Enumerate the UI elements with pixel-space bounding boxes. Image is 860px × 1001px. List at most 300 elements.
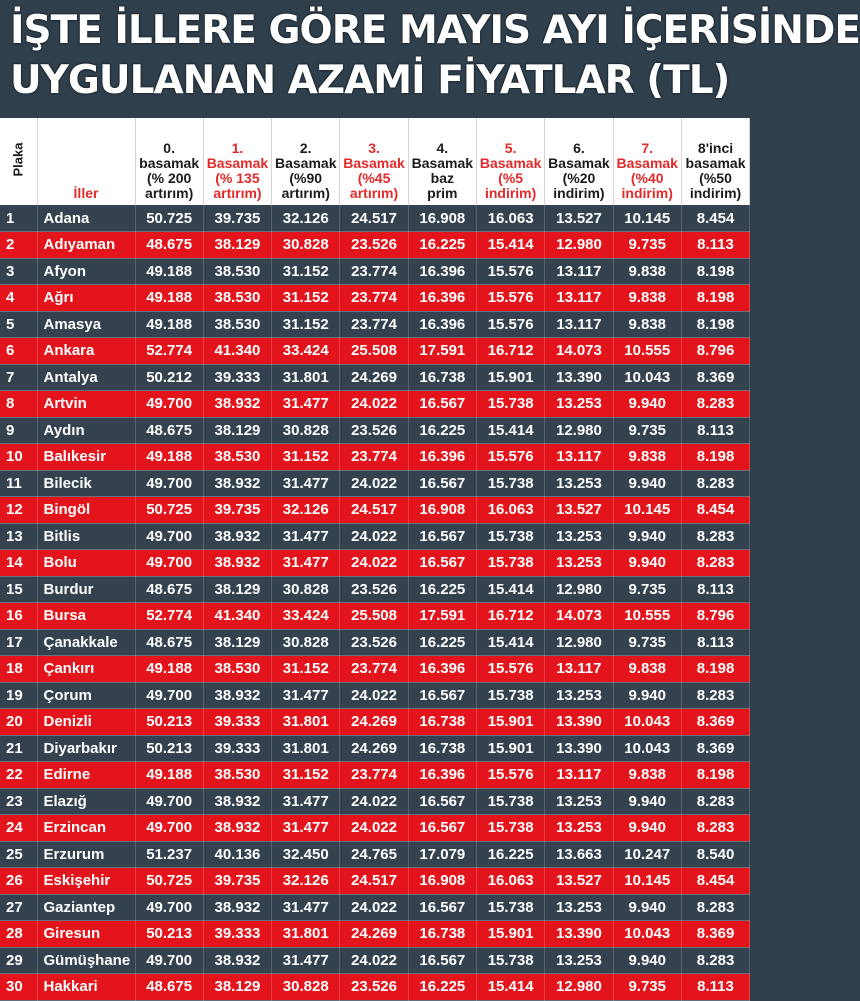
price-cell: 32.126 [272,868,340,895]
price-cell: 8.283 [681,550,749,577]
price-cell: 16.567 [408,550,476,577]
header-basamak-line: basamak [685,155,746,171]
price-cell: 31.477 [272,391,340,418]
table-row [0,762,750,789]
price-cell: 31.801 [272,709,340,736]
city-cell: Ankara [37,338,135,365]
price-cell: 24.269 [340,709,408,736]
city-cell: Erzurum [37,841,135,868]
price-cell: 24.022 [340,550,408,577]
price-cell: 50.213 [135,921,203,948]
table-row [0,417,750,444]
header-basamak-line: indirim) [689,185,742,201]
price-cell: 9.940 [613,391,681,418]
header-basamak-3 [340,118,408,205]
header-basamak-line: 8'inci [697,140,734,156]
price-cell: 49.700 [135,947,203,974]
price-cell: 38.530 [203,656,271,683]
price-cell: 14.073 [545,603,613,630]
plaka-cell: 18 [0,656,37,683]
price-cell: 31.477 [272,815,340,842]
price-cell: 16.567 [408,815,476,842]
header-basamak-line: (%5 [498,170,524,186]
header-basamak-line: Basamak [411,155,474,171]
price-cell: 13.390 [545,709,613,736]
price-cell: 38.530 [203,444,271,471]
price-cell: 38.932 [203,470,271,497]
price-cell: 52.774 [135,338,203,365]
price-cell: 48.675 [135,576,203,603]
header-basamak-line: Basamak [343,155,405,171]
price-cell: 12.980 [545,974,613,1001]
price-cell: 15.414 [476,232,544,259]
price-cell: 16.225 [476,841,544,868]
price-cell: 49.700 [135,523,203,550]
price-cell: 48.675 [135,232,203,259]
price-cell: 32.450 [272,841,340,868]
price-cell: 30.828 [272,232,340,259]
city-cell: Çorum [37,682,135,709]
plaka-cell: 27 [0,894,37,921]
price-cell: 38.932 [203,894,271,921]
price-cell: 12.980 [545,576,613,603]
price-cell: 10.043 [613,709,681,736]
price-cell: 24.269 [340,364,408,391]
header-basamak-line: 3. [368,140,380,156]
table-row [0,391,750,418]
header-basamak-line: 2. [299,140,312,156]
price-cell: 24.765 [340,841,408,868]
price-cell: 13.527 [545,205,613,232]
price-cell: 31.152 [272,444,340,471]
price-cell: 12.980 [545,232,613,259]
price-cell: 16.567 [408,391,476,418]
price-cell: 16.567 [408,682,476,709]
header-basamak-line: 5. [504,140,517,156]
city-cell: Bingöl [37,497,135,524]
price-cell: 50.212 [135,364,203,391]
price-cell: 13.527 [545,497,613,524]
table-row [0,311,750,338]
price-cell: 15.901 [476,709,544,736]
price-cell: 8.283 [681,682,749,709]
city-cell: Denizli [37,709,135,736]
price-cell: 23.774 [340,444,408,471]
price-cell: 13.253 [545,470,613,497]
price-cell: 13.117 [545,444,613,471]
price-cell: 15.738 [476,682,544,709]
price-cell: 16.225 [408,417,476,444]
plaka-cell: 21 [0,735,37,762]
price-cell: 24.269 [340,921,408,948]
city-cell: Gümüşhane [37,947,135,974]
price-cell: 31.801 [272,735,340,762]
price-cell: 8.283 [681,947,749,974]
price-cell: 15.576 [476,311,544,338]
price-cell: 15.576 [476,656,544,683]
price-cell: 8.369 [681,709,749,736]
header-basamak-line: Basamak [479,155,542,171]
price-cell: 13.253 [545,947,613,974]
price-cell: 24.517 [340,868,408,895]
price-cell: 8.369 [681,364,749,391]
price-cell: 17.079 [408,841,476,868]
plaka-cell: 11 [0,470,37,497]
price-cell: 16.908 [408,868,476,895]
price-cell: 39.333 [203,921,271,948]
price-cell: 16.908 [408,205,476,232]
plaka-cell: 19 [0,682,37,709]
price-cell: 8.198 [681,258,749,285]
price-cell: 13.253 [545,815,613,842]
price-cell: 38.129 [203,974,271,1001]
price-cell: 15.738 [476,815,544,842]
price-cell: 8.454 [681,497,749,524]
price-cell: 13.253 [545,523,613,550]
price-cell: 9.735 [613,974,681,1001]
price-cell: 30.828 [272,629,340,656]
plaka-cell: 26 [0,868,37,895]
price-cell: 8.283 [681,470,749,497]
headline-line-2: UYGULANAN AZAMİ FİYATLAR (TL) [10,58,730,103]
price-cell: 8.369 [681,921,749,948]
table-body [0,205,750,1000]
city-cell: Bilecik [37,470,135,497]
price-cell: 50.725 [135,497,203,524]
price-cell: 49.188 [135,258,203,285]
price-cell: 13.390 [545,364,613,391]
table-row [0,523,750,550]
price-cell: 16.712 [476,603,544,630]
price-cell: 39.735 [203,205,271,232]
table-row [0,576,750,603]
plaka-cell: 16 [0,603,37,630]
price-cell: 24.022 [340,391,408,418]
price-cell: 8.113 [681,974,749,1001]
price-cell: 9.940 [613,682,681,709]
price-cell: 24.022 [340,947,408,974]
plaka-cell: 1 [0,205,37,232]
price-cell: 15.738 [476,788,544,815]
price-cell: 31.477 [272,894,340,921]
price-cell: 13.253 [545,788,613,815]
price-cell: 30.828 [272,417,340,444]
price-cell: 9.838 [613,762,681,789]
price-cell: 16.738 [408,921,476,948]
city-cell: Balıkesir [37,444,135,471]
plaka-cell: 13 [0,523,37,550]
price-cell: 9.940 [613,788,681,815]
plaka-cell: 23 [0,788,37,815]
price-cell: 9.940 [613,523,681,550]
price-cell: 49.700 [135,815,203,842]
price-cell: 15.738 [476,391,544,418]
price-cell: 15.414 [476,974,544,1001]
price-cell: 16.396 [408,762,476,789]
plaka-cell: 12 [0,497,37,524]
plaka-cell: 22 [0,762,37,789]
price-cell: 15.576 [476,762,544,789]
price-cell: 9.735 [613,417,681,444]
price-cell: 8.454 [681,205,749,232]
price-cell: 50.725 [135,868,203,895]
header-basamak-line: artırım) [213,185,262,201]
price-cell: 49.188 [135,311,203,338]
price-cell: 13.663 [545,841,613,868]
price-cell: 49.700 [135,894,203,921]
price-cell: 31.477 [272,523,340,550]
table-row [0,232,750,259]
price-cell: 8.198 [681,444,749,471]
price-cell: 13.117 [545,656,613,683]
price-cell: 51.237 [135,841,203,868]
price-cell: 31.801 [272,364,340,391]
table-row [0,258,750,285]
table-row [0,894,750,921]
table-row [0,444,750,471]
price-cell: 15.738 [476,470,544,497]
price-cell: 16.063 [476,868,544,895]
plaka-cell: 14 [0,550,37,577]
plaka-cell: 3 [0,258,37,285]
price-cell: 8.283 [681,815,749,842]
city-cell: Amasya [37,311,135,338]
price-cell: 33.424 [272,338,340,365]
price-cell: 49.188 [135,444,203,471]
header-basamak-1 [203,118,271,205]
price-cell: 15.738 [476,523,544,550]
price-cell: 9.838 [613,258,681,285]
city-cell: Elazığ [37,788,135,815]
price-cell: 48.675 [135,629,203,656]
table-row [0,735,750,762]
price-cell: 16.225 [408,629,476,656]
price-cell: 8.796 [681,603,749,630]
table-row [0,338,750,365]
price-cell: 10.043 [613,735,681,762]
price-cell: 16.738 [408,364,476,391]
price-cell: 32.126 [272,205,340,232]
price-cell: 31.477 [272,682,340,709]
price-cell: 8.796 [681,338,749,365]
city-cell: Afyon [37,258,135,285]
city-cell: Çankırı [37,656,135,683]
price-cell: 39.333 [203,735,271,762]
price-cell: 13.390 [545,921,613,948]
price-cell: 15.576 [476,285,544,312]
table-row [0,470,750,497]
header-plaka [0,118,37,205]
plaka-cell: 9 [0,417,37,444]
header-basamak-line: indirim) [553,185,605,201]
price-cell: 39.333 [203,709,271,736]
price-cell: 8.113 [681,629,749,656]
price-cell: 8.198 [681,762,749,789]
header-basamak-line: artırım) [145,185,194,201]
city-cell: Ağrı [37,285,135,312]
plaka-cell: 7 [0,364,37,391]
price-cell: 38.129 [203,576,271,603]
header-basamak-line: (% 135 [215,170,260,186]
table-row [0,788,750,815]
price-cell: 49.700 [135,391,203,418]
price-cell: 9.838 [613,656,681,683]
price-cell: 10.247 [613,841,681,868]
price-cell: 38.129 [203,629,271,656]
header-basamak-line: baz [430,170,454,186]
price-cell: 24.022 [340,788,408,815]
price-cell: 39.333 [203,364,271,391]
price-cell: 38.530 [203,258,271,285]
price-cell: 24.022 [340,815,408,842]
city-cell: Burdur [37,576,135,603]
price-cell: 8.540 [681,841,749,868]
header-basamak-line: (%50 [699,170,732,186]
price-cell: 49.188 [135,285,203,312]
price-cell: 8.283 [681,523,749,550]
price-cell: 16.396 [408,311,476,338]
price-cell: 38.932 [203,682,271,709]
header-basamak-line: Basamak [616,155,678,171]
price-cell: 8.283 [681,788,749,815]
price-cell: 8.113 [681,232,749,259]
table-row [0,550,750,577]
city-cell: Antalya [37,364,135,391]
price-cell: 38.530 [203,311,271,338]
table-row [0,947,750,974]
header-basamak-line: 1. [231,140,244,156]
plaka-cell: 2 [0,232,37,259]
price-cell: 8.283 [681,391,749,418]
price-cell: 33.424 [272,603,340,630]
price-cell: 31.152 [272,285,340,312]
price-cell: 10.043 [613,364,681,391]
header-basamak-8 [681,118,749,205]
price-cell: 38.129 [203,232,271,259]
price-cell: 9.838 [613,444,681,471]
header-basamak-line: Basamak [206,155,269,171]
price-cell: 38.530 [203,762,271,789]
price-cell: 15.901 [476,364,544,391]
price-cell: 13.527 [545,868,613,895]
header-basamak-4 [408,118,476,205]
price-cell: 15.738 [476,894,544,921]
header-basamak-2 [272,118,340,205]
price-cell: 15.414 [476,576,544,603]
price-cell: 23.774 [340,762,408,789]
price-cell: 38.932 [203,815,271,842]
price-cell: 24.269 [340,735,408,762]
price-cell: 16.712 [476,338,544,365]
price-cell: 8.198 [681,311,749,338]
price-cell: 9.838 [613,311,681,338]
price-cell: 16.567 [408,788,476,815]
header-basamak-line: (%40 [630,170,664,186]
price-cell: 41.340 [203,338,271,365]
price-cell: 9.735 [613,576,681,603]
price-cell: 24.517 [340,205,408,232]
price-cell: 15.414 [476,629,544,656]
price-cell: 31.152 [272,258,340,285]
table-row [0,629,750,656]
price-cell: 9.940 [613,815,681,842]
price-cell: 8.369 [681,735,749,762]
city-cell: Çanakkale [37,629,135,656]
plaka-cell: 20 [0,709,37,736]
price-cell: 13.117 [545,762,613,789]
price-cell: 31.477 [272,947,340,974]
price-cell: 13.253 [545,894,613,921]
table-row [0,285,750,312]
plaka-cell: 5 [0,311,37,338]
headline [0,0,860,118]
price-cell: 13.117 [545,285,613,312]
table-row [0,205,750,232]
table-row [0,974,750,1001]
price-cell: 9.838 [613,285,681,312]
price-cell: 8.198 [681,285,749,312]
price-cell: 16.225 [408,576,476,603]
price-cell: 49.700 [135,682,203,709]
price-cell: 17.591 [408,603,476,630]
plaka-cell: 8 [0,391,37,418]
price-cell: 16.396 [408,285,476,312]
table-row [0,841,750,868]
price-cell: 38.932 [203,523,271,550]
price-cell: 16.908 [408,497,476,524]
price-cell: 16.225 [408,232,476,259]
price-cell: 49.188 [135,656,203,683]
header-basamak-line: (%45 [357,170,391,186]
price-cell: 16.396 [408,444,476,471]
price-cell: 13.253 [545,682,613,709]
price-cell: 8.198 [681,656,749,683]
header-basamak-line: basamak [139,155,200,171]
plaka-cell: 15 [0,576,37,603]
price-cell: 38.129 [203,417,271,444]
price-cell: 9.940 [613,550,681,577]
price-cell: 31.477 [272,550,340,577]
header-basamak-line: 4. [436,140,449,156]
city-cell: Bolu [37,550,135,577]
price-cell: 32.126 [272,497,340,524]
price-cell: 38.530 [203,285,271,312]
city-cell: Aydın [37,417,135,444]
price-cell: 15.414 [476,417,544,444]
price-cell: 41.340 [203,603,271,630]
price-cell: 49.700 [135,788,203,815]
price-cell: 13.390 [545,735,613,762]
price-cell: 23.526 [340,629,408,656]
price-cell: 16.738 [408,709,476,736]
price-cell: 24.022 [340,682,408,709]
price-cell: 16.567 [408,523,476,550]
price-cell: 24.022 [340,523,408,550]
price-cell: 23.774 [340,285,408,312]
price-cell: 8.454 [681,868,749,895]
table-row [0,603,750,630]
price-cell: 10.145 [613,205,681,232]
header-basamak-6 [545,118,613,205]
price-cell: 39.735 [203,868,271,895]
price-cell: 30.828 [272,974,340,1001]
price-cell: 50.213 [135,735,203,762]
price-cell: 52.774 [135,603,203,630]
price-cell: 9.735 [613,232,681,259]
table-row [0,682,750,709]
price-cell: 15.738 [476,947,544,974]
header-basamak-line: (% 200 [146,170,192,186]
